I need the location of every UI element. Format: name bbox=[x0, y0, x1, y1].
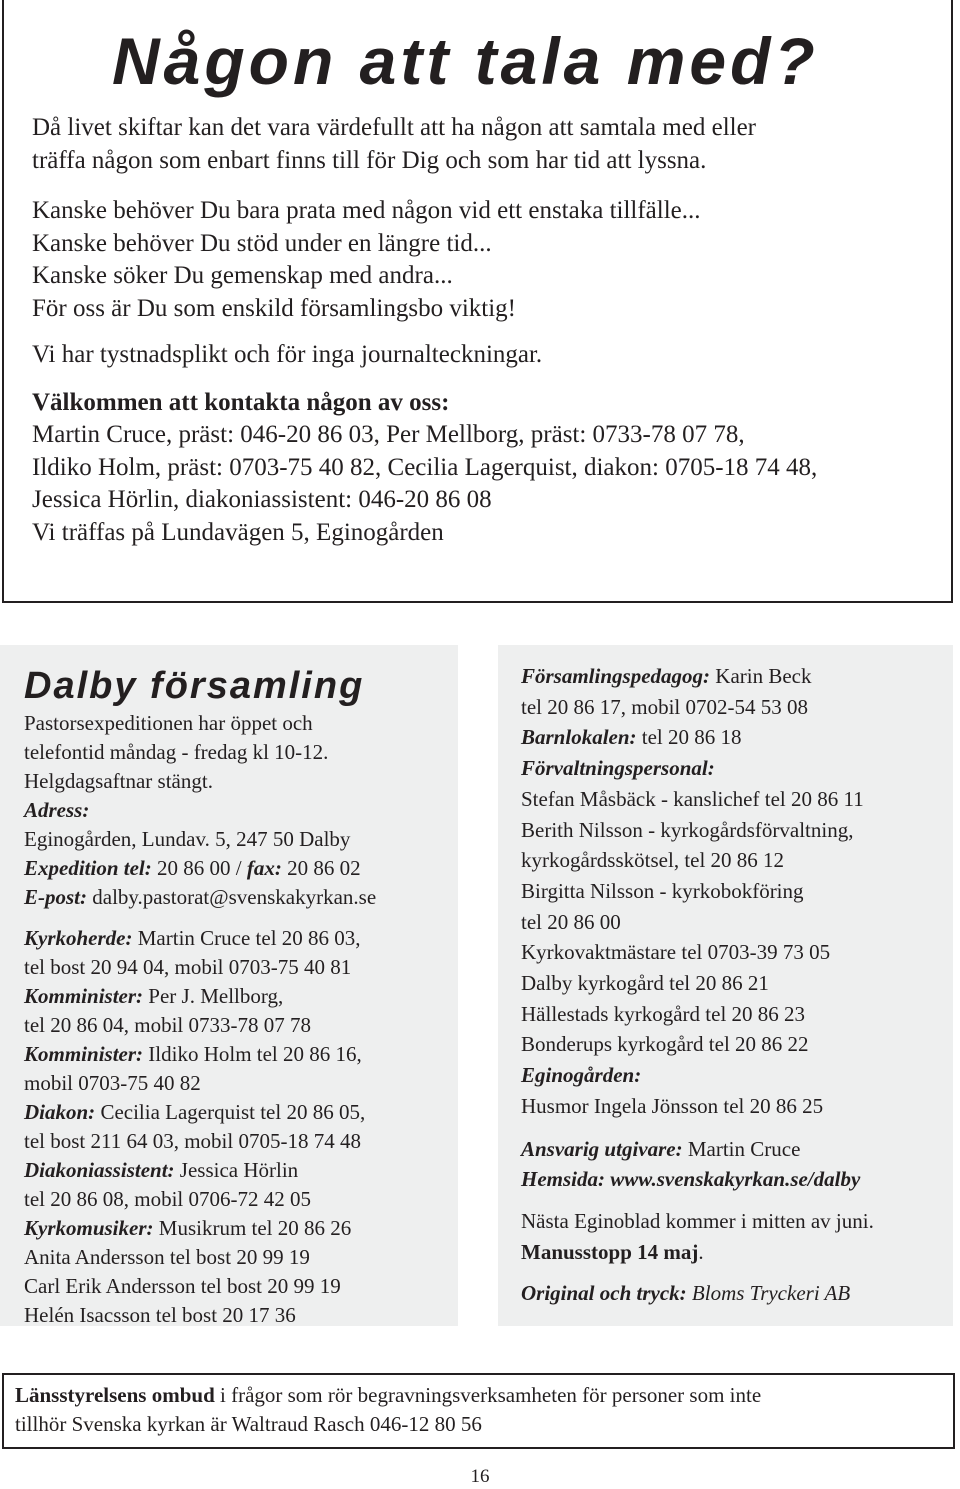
publisher-line: Ansvarig utgivare: Martin Cruce bbox=[521, 1136, 801, 1161]
deadline-line: Manusstopp 14 maj. bbox=[521, 1239, 704, 1264]
musician-line: Helén Isacsson tel bost 20 17 36 bbox=[24, 1303, 296, 1327]
pedagog-phone: tel 20 86 17, mobil 0702-54 53 08 bbox=[521, 694, 808, 719]
komminister-entry: Komminister: Per J. Mellborg, bbox=[24, 984, 284, 1008]
musician-line: Anita Andersson tel bost 20 99 19 bbox=[24, 1245, 310, 1269]
office-hours-line: telefontid måndag - fredag kl 10-12. bbox=[24, 740, 329, 764]
next-issue-line: Nästa Eginoblad kommer i mitten av juni. bbox=[521, 1208, 874, 1233]
eginogarden-heading: Eginogården: bbox=[521, 1063, 642, 1088]
forvaltning-heading: Förvaltningspersonal: bbox=[521, 756, 715, 781]
kyrkomusiker-entry: Kyrkomusiker: Musikrum tel 20 86 26 bbox=[24, 1216, 352, 1240]
contact-box-title: Någon att tala med? bbox=[112, 24, 819, 98]
eginogarden-line: Husmor Ingela Jönsson tel 20 86 25 bbox=[521, 1093, 824, 1118]
contact-line: Martin Cruce, präst: 046-20 86 03, Per Mellborg, präst: 0733-78 07 78, bbox=[32, 421, 745, 448]
diakoniassistent-phone: tel 20 86 08, mobil 0706-72 42 05 bbox=[24, 1187, 311, 1211]
staff-info-column bbox=[498, 645, 953, 1326]
contact-box-body bbox=[32, 112, 947, 549]
need-line: För oss är Du som enskild församlingsbo viktig! bbox=[32, 294, 517, 322]
musician-line: Carl Erik Andersson tel bost 20 99 19 bbox=[24, 1274, 341, 1298]
staff-line: tel 20 86 00 bbox=[521, 909, 621, 934]
kyrkoherde-phone: tel bost 20 94 04, mobil 0703-75 40 81 bbox=[24, 955, 352, 979]
need-line: Kanske behöver Du bara prata med någon vid ett enstaka tillfälle... bbox=[32, 197, 701, 224]
address-value: Eginogården, Lundav. 5, 247 50 Dalby bbox=[24, 827, 351, 851]
diakon-entry: Diakon: Cecilia Lagerquist tel 20 86 05, bbox=[24, 1100, 366, 1124]
pedagog-entry: Församlingspedagog: Karin Beck bbox=[521, 664, 812, 688]
contact-line: Jessica Hörlin, diakoniassistent: 046-20 86 08 bbox=[32, 486, 492, 513]
staff-line: Bonderups kyrkogård tel 20 86 22 bbox=[521, 1032, 809, 1057]
meeting-place: Vi träffas på Lundavägen 5, Eginogården bbox=[32, 518, 444, 546]
staff-line: Stefan Måsbäck - kanslichef tel 20 86 11 bbox=[521, 786, 864, 811]
komminister-entry: Komminister: Ildiko Holm tel 20 86 16, bbox=[24, 1042, 362, 1066]
kyrkoherde-entry: Kyrkoherde: Martin Cruce tel 20 86 03, bbox=[24, 926, 361, 950]
ombud-line: tillhör Svenska kyrkan är Waltraud Rasch 046-12 80 56 bbox=[15, 1412, 482, 1436]
website-line bbox=[521, 1164, 953, 1195]
welcome-heading: Välkommen att kontakta någon av oss: bbox=[32, 388, 450, 416]
address-label: Adress: bbox=[24, 798, 90, 822]
email-link[interactable]: dalby.pastorat@svenskakyrkan.se bbox=[87, 885, 377, 909]
website-link[interactable]: Hemsida: www.svenskakyrkan.se/dalby bbox=[521, 1167, 861, 1192]
expedition-phone: Expedition tel: 20 86 00 / fax: 20 86 02 bbox=[24, 856, 361, 880]
page-number: 16 bbox=[470, 1466, 490, 1487]
komminister-phone: mobil 0703-75 40 82 bbox=[24, 1071, 201, 1095]
staff-line: Kyrkovaktmästare tel 0703-39 73 05 bbox=[521, 940, 831, 965]
diakon-phone: tel bost 211 64 03, mobil 0705-18 74 48 bbox=[24, 1129, 361, 1153]
need-line: Kanske behöver Du stöd under en längre tid... bbox=[32, 229, 492, 257]
intro-line: Då livet skiftar kan det vara värdefullt att ha någon att samtala med eller bbox=[32, 114, 757, 141]
staff-line: Dalby kyrkogård tel 20 86 21 bbox=[521, 971, 769, 996]
office-hours-line: Pastorsexpeditionen har öppet och bbox=[24, 711, 313, 735]
staff-line: Berith Nilsson - kyrkogårdsförvaltning, bbox=[521, 817, 854, 842]
staff-line: kyrkogårdsskötsel, tel 20 86 12 bbox=[521, 848, 785, 873]
print-credit: Original och tryck: Bloms Tryckeri AB bbox=[521, 1281, 851, 1306]
contact-info-box bbox=[2, 0, 953, 603]
ombud-box bbox=[2, 1373, 955, 1449]
confidentiality-note: Vi har tystnadsplikt och för inga journalteckningar. bbox=[32, 341, 543, 368]
parish-info-column bbox=[0, 645, 458, 1326]
need-line: Kanske söker Du gemenskap med andra... bbox=[32, 262, 453, 289]
ombud-line: Länsstyrelsens ombud i frågor som rör begravningsverksamheten för personer som inte bbox=[15, 1383, 762, 1407]
staff-line: Birgitta Nilsson - kyrkobokföring bbox=[521, 878, 804, 903]
staff-line: Hällestads kyrkogård tel 20 86 23 bbox=[521, 1001, 806, 1026]
komminister-phone: tel 20 86 04, mobil 0733-78 07 78 bbox=[24, 1013, 311, 1037]
office-hours-line: Helgdagsaftnar stängt. bbox=[24, 769, 213, 793]
email-line: E-post: dalby.pastorat@svenskakyrkan.se bbox=[24, 885, 377, 909]
intro-line: träffa någon som enbart finns till för Dig och som har tid att lyssna. bbox=[32, 146, 707, 174]
parish-title: Dalby församling bbox=[24, 665, 365, 707]
barnlokalen-entry: Barnlokalen: tel 20 86 18 bbox=[521, 725, 742, 750]
diakoniassistent-entry: Diakoniassistent: Jessica Hörlin bbox=[24, 1158, 299, 1182]
contact-line: Ildiko Holm, präst: 0703-75 40 82, Cecilia Lagerquist, diakon: 0705-18 74 48, bbox=[32, 453, 818, 481]
